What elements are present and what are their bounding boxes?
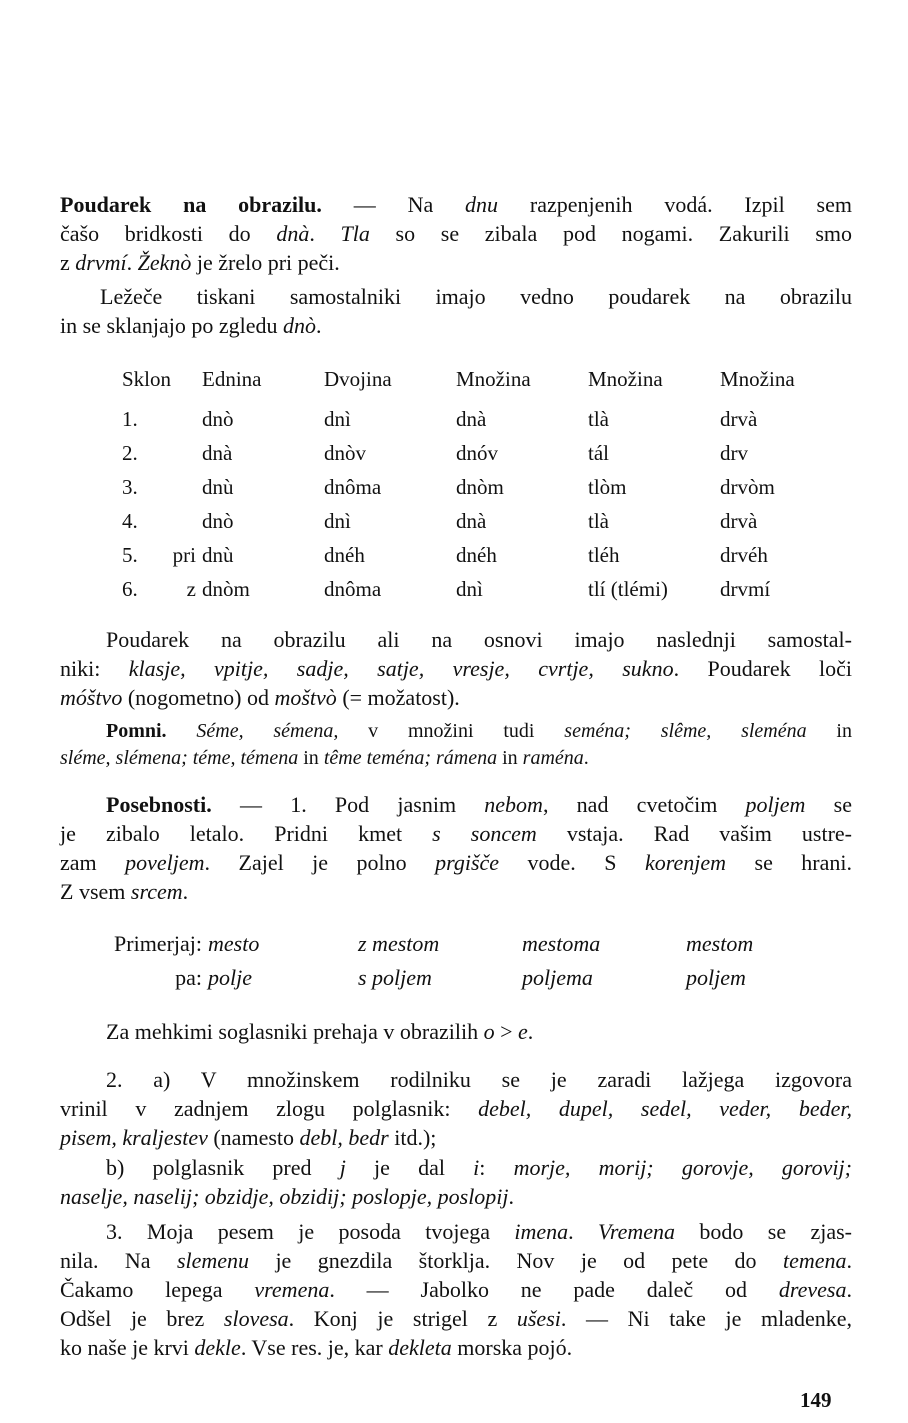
declension-row <box>122 436 830 470</box>
form-cell <box>456 572 588 606</box>
declension-rows <box>122 402 830 606</box>
text-line: naselje, naselij; obzidje, obzidij; poslopje, poslopij. <box>60 1184 515 1209</box>
form-text: dnòm <box>456 474 504 499</box>
form-text: drvéh <box>720 542 768 567</box>
paragraph-primeri-3 <box>60 1217 852 1362</box>
case-number: 3. <box>122 474 138 499</box>
form-text: tlòm <box>588 474 627 499</box>
example-label: pa: <box>175 964 202 990</box>
preposition: pri <box>172 542 196 567</box>
case-number: 2. <box>122 440 138 465</box>
example-rows <box>74 926 796 994</box>
form-text: dnôma <box>324 576 382 601</box>
text-line: Pomni. Séme, sémena, v množini tudi seména; slême, sleména in <box>106 720 852 742</box>
form-text: dnà <box>456 508 487 533</box>
form-text: dnòm <box>202 576 250 601</box>
form-cell <box>324 470 456 504</box>
form-cell <box>720 572 830 606</box>
case-number: 5. <box>122 542 138 567</box>
example-form: poljema <box>522 964 593 990</box>
form-cell <box>588 436 720 470</box>
text-line: vrinil v zadnjem zlogu polglasnik: debel, dupel, sedel, veder, beder, <box>60 1096 852 1121</box>
form-text: dnóv <box>456 440 498 465</box>
form-text: dnò <box>202 406 234 431</box>
text-line: sléme, slémena; téme, témena in tême teména; rámena in raména. <box>60 747 589 769</box>
form-cell <box>324 538 456 572</box>
declension-table <box>122 362 830 606</box>
form-cell <box>720 504 830 538</box>
text-line: in se sklanjajo po zgledu dnò. <box>60 313 322 338</box>
form-cell <box>186 572 324 606</box>
header-sklon: Sklon <box>122 366 172 391</box>
text-line: 3. Moja pesem je posoda tvojega imena. Vremena bodo se zjas- <box>106 1219 853 1244</box>
form-text: drvà <box>720 508 758 533</box>
form-cell <box>456 470 588 504</box>
form-text: tál <box>588 440 609 465</box>
header-mnozina-1: Množina <box>456 366 531 391</box>
form-text: tlà <box>588 508 609 533</box>
text-line: čašo bridkosti do dnà. Tla so se zibala pod nogami. Zakurili smo <box>60 221 852 246</box>
form-text: drvòm <box>720 474 775 499</box>
declension-row <box>122 538 830 572</box>
case-cell <box>122 470 202 504</box>
form-text: dnù <box>202 474 234 499</box>
text-line: Poudarek na obrazilu. — Na dnu razpenjenih vodá. Izpil sem <box>60 192 852 217</box>
declension-row <box>122 402 830 436</box>
form-text: tléh <box>588 542 620 567</box>
form-cell <box>456 538 588 572</box>
declension-row <box>122 470 830 504</box>
paragraph-lezece-tiskani <box>60 282 852 340</box>
text-line: je zibalo letalo. Pridni kmet s soncem vstaja. Rad vašim ustre- <box>60 821 852 846</box>
text-line: nila. Na slemenu je gnezdila štorklja. Nov je od pete do temena. <box>60 1248 852 1273</box>
text-line: Ležeče tiskani samostalniki imajo vedno poudarek na obrazilu <box>100 284 852 309</box>
example-form: polje <box>208 964 252 990</box>
form-cell <box>720 538 830 572</box>
preposition: z <box>186 576 196 601</box>
paragraph-pomni <box>60 718 852 772</box>
paragraph-osnova <box>60 625 852 712</box>
form-text: tlà <box>588 406 609 431</box>
form-cell <box>720 402 830 436</box>
form-cell <box>588 470 720 504</box>
form-cell <box>588 538 720 572</box>
declension-row <box>122 504 830 538</box>
example-label: Primerjaj: <box>114 930 202 956</box>
example-form: poljem <box>686 964 746 990</box>
form-text: dnà <box>202 440 233 465</box>
form-text: dnì <box>324 406 351 431</box>
case-cell <box>122 504 202 538</box>
case-number: 1. <box>122 406 138 431</box>
text-line: b) polglasnik pred j je dal i: morje, morij; gorovje, gorovij; <box>106 1155 852 1180</box>
text-line: Posebnosti. — 1. Pod jasnim nebom, nad cvetočim poljem se <box>106 792 852 817</box>
example-form: mestoma <box>522 930 601 956</box>
page-number: 149 <box>800 1388 832 1412</box>
example-form: s poljem <box>358 964 432 990</box>
form-text: dnù <box>202 542 234 567</box>
example-form: mestom <box>686 930 754 956</box>
header-mnozina-3: Množina <box>720 366 795 391</box>
declension-header-row <box>122 362 830 402</box>
form-cell <box>202 504 324 538</box>
paragraph-posebnosti <box>60 790 852 906</box>
form-text: dnò <box>202 508 234 533</box>
text-line: ko naše je krvi dekle. Vse res. je, kar dekleta morska pojó. <box>60 1335 573 1360</box>
text-line: Za mehkimi soglasniki prehaja v obrazilih o > e. <box>106 1019 534 1044</box>
text-line: 2. a) V množinskem rodilniku se je zaradi lažjega izgovora <box>106 1067 852 1092</box>
text-line: zam poveljem. Zajel je polno prgišče vode. S korenjem se hrani. <box>60 850 853 875</box>
form-text: drv <box>720 440 748 465</box>
example-row <box>74 960 796 994</box>
header-dvojina: Dvojina <box>324 366 392 391</box>
text-line: Odšel je brez slovesa. Konj je strigel z ušesi. — Ni take je mladenke, <box>60 1306 852 1331</box>
example-form: z mestom <box>358 930 440 956</box>
form-text: drvmí <box>720 576 771 601</box>
form-cell <box>324 436 456 470</box>
example-table <box>74 926 796 994</box>
declension-row <box>122 572 830 606</box>
form-cell <box>456 402 588 436</box>
header-ednina: Ednina <box>202 366 262 391</box>
form-cell <box>456 504 588 538</box>
form-text: dnôma <box>324 474 382 499</box>
paragraph-mnozinski-rodilnik <box>60 1065 852 1152</box>
form-cell <box>202 470 324 504</box>
form-cell <box>172 538 324 572</box>
paragraph-poudarek-na-obrazilu <box>60 190 852 277</box>
case-number: 4. <box>122 508 138 533</box>
paragraph-polglasnik <box>60 1153 852 1211</box>
text-line: móštvo (nogometno) od moštvò (= možatost). <box>60 685 460 710</box>
text-line: Čakamo lepega vremena. — Jabolko ne pade daleč od drevesa. <box>60 1277 852 1302</box>
form-cell <box>202 436 324 470</box>
example-row <box>74 926 796 960</box>
form-cell <box>324 572 456 606</box>
example-form: mesto <box>208 930 260 956</box>
form-text: drvà <box>720 406 758 431</box>
form-cell <box>720 470 830 504</box>
form-text: dnì <box>324 508 351 533</box>
case-cell <box>122 436 202 470</box>
form-text: dnà <box>456 406 487 431</box>
paragraph-mehki-soglasniki <box>60 1017 852 1046</box>
form-text: dnòv <box>324 440 366 465</box>
form-cell <box>456 436 588 470</box>
form-cell <box>588 402 720 436</box>
form-cell <box>202 402 324 436</box>
case-number: 6. <box>122 576 138 601</box>
form-cell <box>720 436 830 470</box>
case-cell <box>122 402 202 436</box>
form-cell <box>588 572 720 606</box>
text-line: Z vsem srcem. <box>60 879 189 904</box>
text-line: niki: klasje, vpitje, sadje, satje, vresje, cvrtje, sukno. Poudarek loči <box>60 656 852 681</box>
form-text: dnéh <box>324 542 365 567</box>
form-text: dnéh <box>456 542 497 567</box>
form-cell <box>324 402 456 436</box>
form-text: dnì <box>456 576 483 601</box>
form-cell <box>324 504 456 538</box>
header-mnozina-2: Množina <box>588 366 663 391</box>
text-line: z drvmí. Žeknò je žrelo pri peči. <box>60 250 340 275</box>
form-cell <box>588 504 720 538</box>
form-text: tlí (tlémi) <box>588 576 668 601</box>
text-line: pisem, kraljestev (namesto debl, bedr itd.); <box>60 1125 437 1150</box>
text-line: Poudarek na obrazilu ali na osnovi imajo naslednji samostal- <box>106 627 852 652</box>
